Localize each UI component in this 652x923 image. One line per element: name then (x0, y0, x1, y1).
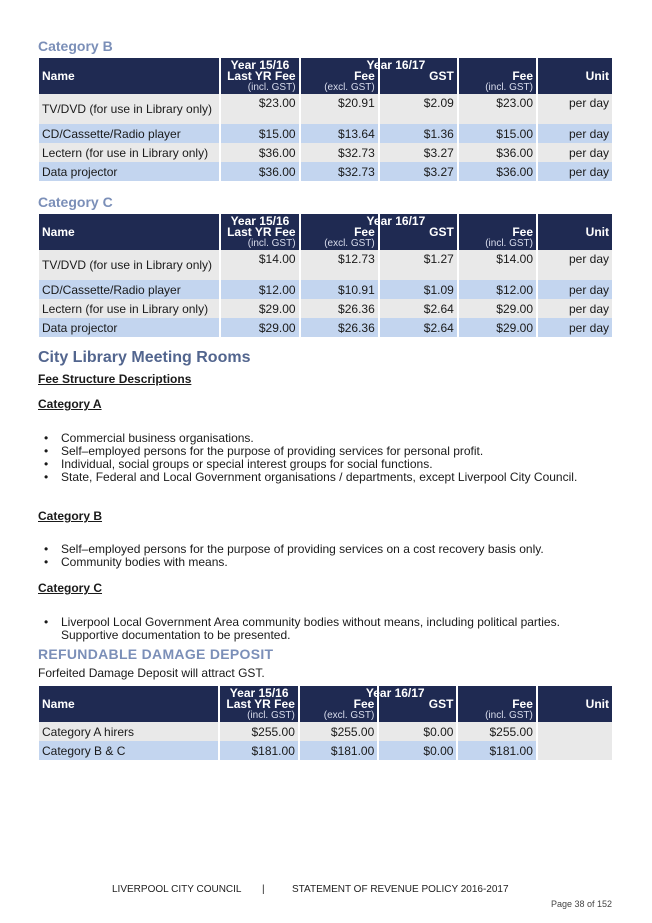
row-last-fee: $29.00 (221, 299, 298, 318)
table-row (39, 722, 612, 741)
table-row (39, 94, 612, 124)
footer-council: LIVERPOOL CITY COUNCIL (112, 884, 242, 895)
category-a-heading: Category A (38, 397, 102, 411)
row-fee-incl: $29.00 (459, 318, 536, 337)
row-name: Category A hirers (39, 722, 218, 741)
header-last-yr-fee: Year 15/16 Last YR Fee (incl. GST) (221, 214, 298, 250)
row-last-fee: $14.00 (221, 250, 298, 280)
row-unit (538, 722, 612, 741)
row-unit (538, 741, 612, 760)
list-item: • Liverpool Local Government Area community bodies without means, including political parties. Supportive documentation to be presented. (44, 616, 614, 642)
deposit-note: Forfeited Damage Deposit will attract GST. (38, 666, 265, 680)
row-fee: $32.73 (301, 162, 378, 181)
row-fee-incl: $14.00 (459, 250, 536, 280)
page-number: Page 38 of 152 (551, 899, 613, 909)
header-gst: GST (380, 214, 457, 250)
list-item: • Individual, social groups or special interest groups for social functions. (44, 458, 614, 471)
row-gst: $3.27 (380, 162, 457, 181)
header-fee-incl: Fee (incl. GST) (458, 686, 535, 722)
row-gst: $2.09 (380, 94, 457, 124)
list-item: • Self–employed persons for the purpose of providing services on a cost recovery basis only. (44, 543, 614, 556)
row-name: Category B & C (39, 741, 218, 760)
row-last-fee: $36.00 (221, 143, 298, 162)
row-unit: per day (538, 143, 612, 162)
row-fee-incl: $36.00 (459, 143, 536, 162)
category-c-heading: Category C (38, 581, 103, 595)
category-b-title: Category B (38, 38, 113, 54)
row-name: TV/DVD (for use in Library only) (39, 250, 219, 280)
list-item: • State, Federal and Local Government organisations / departments, except Liverpool City Council. (44, 471, 614, 484)
category-c-title: Category C (38, 194, 113, 210)
row-unit: per day (538, 94, 612, 124)
header-gst: GST (380, 58, 457, 94)
row-gst: $1.09 (380, 280, 457, 299)
row-unit: per day (538, 299, 612, 318)
row-fee-incl: $15.00 (459, 124, 536, 143)
footer-separator: | (262, 884, 265, 895)
list-item: • Self–employed persons for the purpose of providing services for personal profit. (44, 445, 614, 458)
row-fee-incl: $12.00 (459, 280, 536, 299)
row-name: Lectern (for use in Library only) (39, 143, 219, 162)
table-row (39, 741, 612, 760)
row-unit: per day (538, 124, 612, 143)
row-fee: $26.36 (301, 299, 378, 318)
row-last-fee: $29.00 (221, 318, 298, 337)
footer-policy: STATEMENT OF REVENUE POLICY 2016-2017 (292, 884, 509, 895)
row-last-fee: $255.00 (220, 722, 297, 741)
row-unit: per day (538, 250, 612, 280)
row-fee-incl: $36.00 (459, 162, 536, 181)
header-last-yr-fee: Year 15/16 Last YR Fee (incl. GST) (221, 58, 298, 94)
category-b-heading: Category B (38, 509, 103, 523)
row-unit: per day (538, 280, 612, 299)
header-fee-incl: Fee (incl. GST) (459, 58, 536, 94)
row-unit: per day (538, 162, 612, 181)
category-c-table (37, 214, 614, 337)
row-gst: $0.00 (379, 722, 456, 741)
table-row (39, 124, 612, 143)
row-fee-incl: $181.00 (458, 741, 535, 760)
table-row (39, 162, 612, 181)
header-name: Name (39, 214, 219, 250)
header-fee: Year 16/17 Fee (excl. GST) (301, 214, 378, 250)
row-name: CD/Cassette/Radio player (39, 280, 219, 299)
deposit-title: REFUNDABLE DAMAGE DEPOSIT (38, 646, 274, 662)
row-fee-incl: $23.00 (459, 94, 536, 124)
row-gst: $1.27 (380, 250, 457, 280)
fee-structure-heading: Fee Structure Descriptions (38, 372, 192, 386)
category-b-table (37, 58, 614, 181)
row-last-fee: $15.00 (221, 124, 298, 143)
row-fee: $12.73 (301, 250, 378, 280)
header-last-yr-fee: Year 15/16 Last YR Fee (incl. GST) (220, 686, 297, 722)
row-gst: $3.27 (380, 143, 457, 162)
row-name: Data projector (39, 162, 219, 181)
row-fee: $26.36 (301, 318, 378, 337)
row-gst: $2.64 (380, 299, 457, 318)
meeting-rooms-title: City Library Meeting Rooms (38, 349, 251, 366)
row-gst: $0.00 (379, 741, 456, 760)
row-last-fee: $181.00 (220, 741, 297, 760)
header-fee: Year 16/17 Fee (excl. GST) (301, 58, 378, 94)
row-unit: per day (538, 318, 612, 337)
row-last-fee: $23.00 (221, 94, 298, 124)
deposit-table (37, 686, 614, 760)
row-fee: $20.91 (301, 94, 378, 124)
row-last-fee: $36.00 (221, 162, 298, 181)
header-name: Name (39, 58, 219, 94)
row-fee: $10.91 (301, 280, 378, 299)
header-fee: Year 16/17 Fee (excl. GST) (300, 686, 377, 722)
table-row (39, 318, 612, 337)
row-name: Lectern (for use in Library only) (39, 299, 219, 318)
row-name: TV/DVD (for use in Library only) (39, 94, 219, 124)
category-a-list (44, 432, 614, 484)
table-row (39, 280, 612, 299)
row-gst: $2.64 (380, 318, 457, 337)
table-row (39, 250, 612, 280)
row-fee-incl: $29.00 (459, 299, 536, 318)
row-last-fee: $12.00 (221, 280, 298, 299)
category-c-list (44, 616, 614, 642)
row-fee: $32.73 (301, 143, 378, 162)
list-item: • Commercial business organisations. (44, 432, 614, 445)
row-gst: $1.36 (380, 124, 457, 143)
table-row (39, 143, 612, 162)
row-fee-incl: $255.00 (458, 722, 535, 741)
header-unit: Unit (538, 214, 612, 250)
row-fee: $181.00 (300, 741, 377, 760)
header-name: Name (39, 686, 218, 722)
category-b-list (44, 543, 614, 569)
header-unit: Unit (538, 686, 612, 722)
header-unit: Unit (538, 58, 612, 94)
table-row (39, 299, 612, 318)
row-fee: $13.64 (301, 124, 378, 143)
header-fee-incl: Fee (incl. GST) (459, 214, 536, 250)
list-item: • Community bodies with means. (44, 556, 614, 569)
row-name: Data projector (39, 318, 219, 337)
header-gst: GST (379, 686, 456, 722)
row-fee: $255.00 (300, 722, 377, 741)
row-name: CD/Cassette/Radio player (39, 124, 219, 143)
